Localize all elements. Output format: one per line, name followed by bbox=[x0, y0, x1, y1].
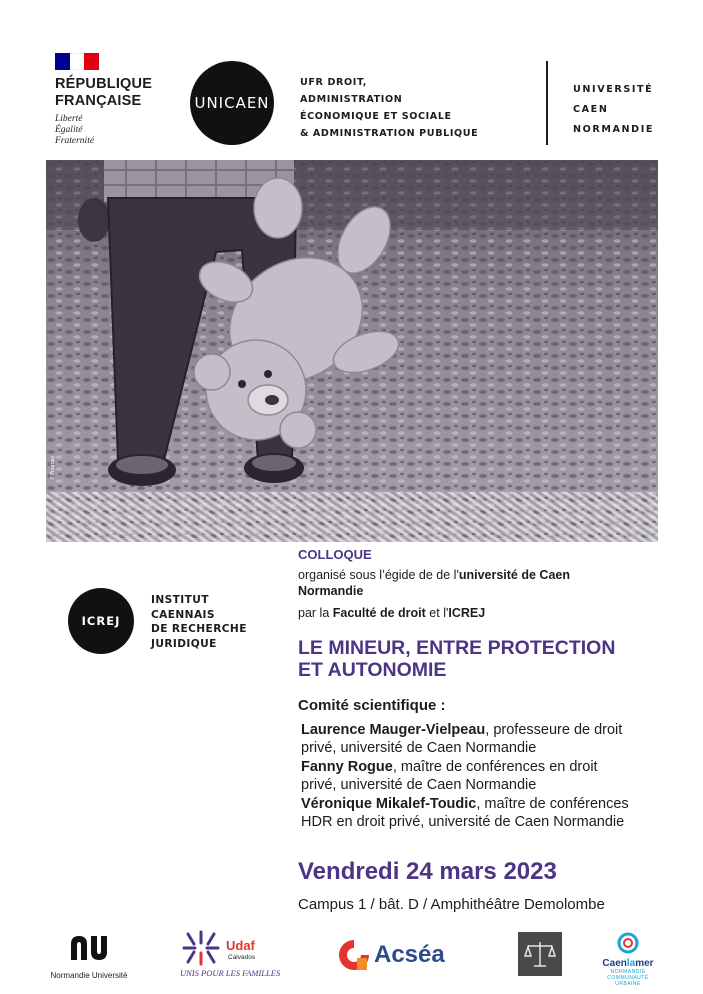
member-role: privé, université de Caen Normandie bbox=[301, 739, 537, 756]
republique-motto bbox=[55, 114, 175, 147]
member-role: , maître de conférences bbox=[476, 796, 629, 812]
par-prefix: par la bbox=[298, 606, 333, 620]
ufr-line: ADMINISTRATION bbox=[300, 94, 403, 105]
republique-name-line-2: FRANÇAISE bbox=[55, 93, 142, 109]
normandie-universite-label: Normandie Université bbox=[50, 971, 128, 980]
ufr-line: UFR DROIT, bbox=[300, 77, 367, 88]
ufr-name bbox=[300, 74, 478, 142]
organised-prefix: organisé sous l’égide de de l' bbox=[298, 568, 459, 582]
hero-photo bbox=[46, 160, 658, 542]
committee-member bbox=[301, 796, 671, 831]
icrej-line: INSTITUT bbox=[151, 594, 209, 606]
icrej-line: CAENNAIS bbox=[151, 608, 215, 621]
udaf-icon bbox=[180, 930, 222, 966]
justice-scale-logo bbox=[518, 932, 562, 976]
university-line: UNIVERSITÉ bbox=[573, 84, 654, 95]
organised-by bbox=[298, 568, 628, 599]
member-name: Véronique Mikalef-Toudic bbox=[301, 796, 477, 812]
event-date: Vendredi 24 mars 2023 bbox=[298, 858, 557, 885]
republique-francaise-logo bbox=[55, 53, 175, 147]
acsea-icon bbox=[337, 938, 371, 972]
french-flag-icon bbox=[55, 53, 99, 70]
comite-label: Comité scientifique : bbox=[298, 697, 446, 714]
udaf-name: Udaf bbox=[226, 938, 255, 953]
ufr-line: ÉCONOMIQUE ET SOCIALE bbox=[300, 111, 452, 122]
normandie-universite-logo bbox=[44, 932, 134, 980]
header-divider bbox=[546, 61, 548, 145]
photo-credit: ©Pixabay bbox=[50, 455, 56, 480]
member-role: , maître de conférences en droit bbox=[392, 759, 598, 775]
scales-of-justice-icon bbox=[523, 939, 557, 969]
cm-sub-line: COMMUNAUTÉ URBAINE bbox=[607, 975, 649, 987]
motto-liberte: Liberté bbox=[55, 114, 83, 124]
motto-fraternite: Fraternité bbox=[55, 136, 95, 146]
organised-university: université de Caen Normandie bbox=[298, 568, 570, 598]
udaf-tagline: UNIS POUR LES FAMILLES bbox=[180, 968, 281, 978]
committee-member bbox=[301, 722, 671, 757]
icrej-name bbox=[151, 593, 247, 651]
cm-name-main: Caen bbox=[602, 958, 627, 969]
ufr-line: & ADMINISTRATION PUBLIQUE bbox=[300, 128, 479, 139]
event-place: Campus 1 / bât. D / Amphithéâtre Demolombe bbox=[298, 896, 605, 913]
republique-name-line-1: RÉPUBLIQUE bbox=[55, 76, 153, 92]
university-name bbox=[573, 80, 654, 140]
member-name: Laurence Mauger-Vielpeau bbox=[301, 722, 486, 738]
normandie-universite-icon bbox=[67, 932, 111, 964]
par-faculte: Faculté de droit bbox=[332, 606, 426, 620]
child-with-teddy-bear-image bbox=[46, 160, 658, 542]
caen-la-mer-icon bbox=[617, 932, 639, 954]
par-icrej: ICREJ bbox=[448, 606, 486, 620]
motto-egalite: Égalité bbox=[55, 125, 83, 135]
university-line: CAEN bbox=[573, 104, 609, 115]
title-line: LE MINEUR, ENTRE PROTECTION bbox=[298, 637, 616, 659]
unicaen-logo bbox=[190, 61, 274, 145]
udaf-logo bbox=[180, 930, 281, 978]
member-name: Fanny Rogue bbox=[301, 759, 393, 775]
member-role: HDR en droit privé, université de Caen Normandie bbox=[301, 813, 625, 830]
icrej-line: DE RECHERCHE bbox=[151, 623, 247, 635]
icrej-line: JURIDIQUE bbox=[151, 637, 217, 650]
member-role: privé, université de Caen Normandie bbox=[301, 776, 537, 793]
member-role: , professeure de droit bbox=[485, 722, 623, 738]
caen-la-mer-name bbox=[596, 958, 660, 969]
event-title bbox=[298, 637, 678, 681]
cm-name-accent: la bbox=[626, 958, 636, 969]
icrej-logo-text: ICREJ bbox=[81, 614, 121, 628]
unicaen-logo-text: UNICAEN bbox=[194, 94, 270, 112]
title-line: ET AUTONOMIE bbox=[298, 659, 447, 681]
udaf-sub: Calvados bbox=[228, 954, 256, 961]
acsea-logo bbox=[337, 938, 445, 972]
committee-member bbox=[301, 759, 671, 794]
cm-sub-line: NORMANDIE bbox=[610, 969, 646, 975]
cm-name-end: mer bbox=[635, 958, 654, 969]
university-line: NORMANDIE bbox=[573, 124, 655, 135]
caen-la-mer-logo bbox=[596, 932, 660, 987]
par-middle: et l' bbox=[425, 606, 449, 620]
icrej-logo bbox=[68, 588, 134, 654]
event-type: COLLOQUE bbox=[298, 547, 372, 562]
organised-par bbox=[298, 606, 485, 620]
committee-members bbox=[301, 722, 671, 833]
acsea-name: Acséa bbox=[374, 941, 445, 968]
